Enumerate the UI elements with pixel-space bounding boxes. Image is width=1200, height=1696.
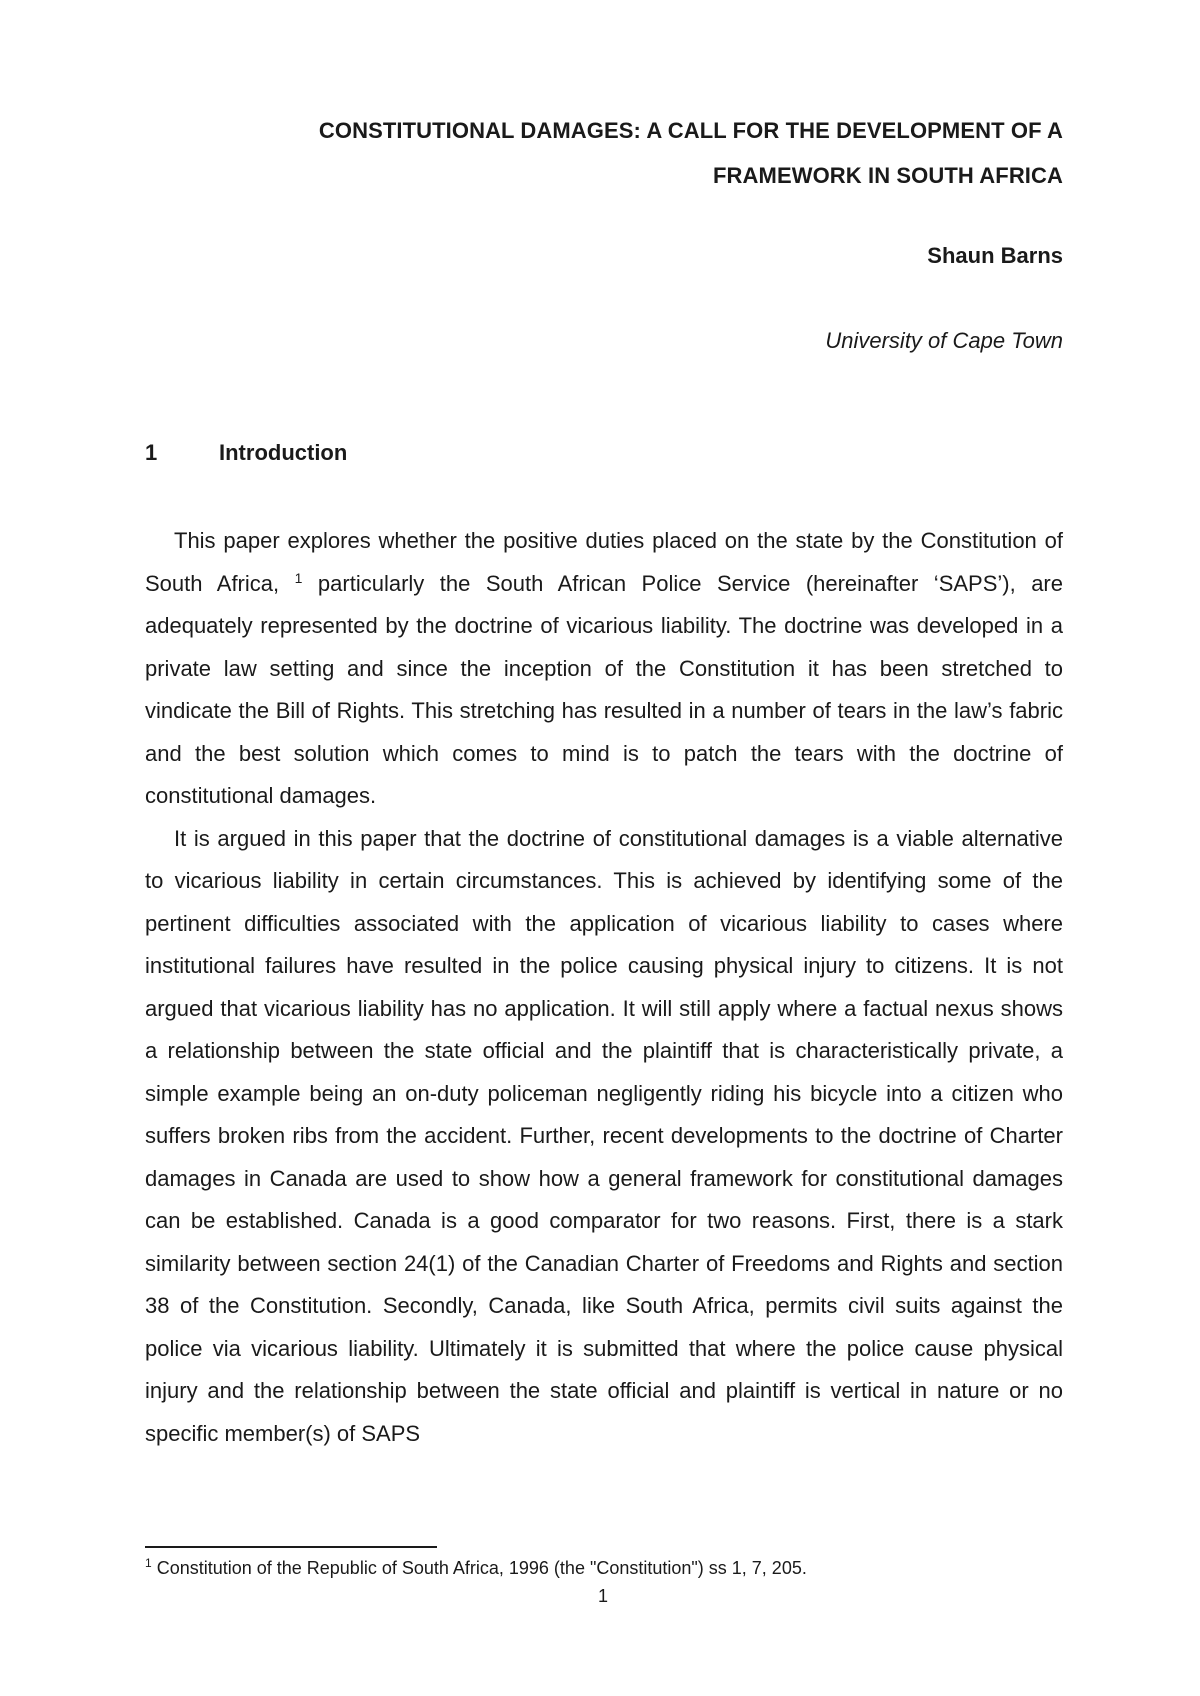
footnote <box>145 1556 807 1580</box>
paragraph-1-text-start: This paper explores whether the positive duties placed on the state by the Constitution of South Africa, <box>145 528 1063 596</box>
footnote-separator <box>145 1546 437 1548</box>
paragraph-1 <box>145 520 1063 818</box>
footnote-reference-marker[interactable]: 1 <box>294 569 303 586</box>
paper-title <box>145 108 1063 198</box>
paragraph-2: It is argued in this paper that the doctrine of constitutional damages is a viable alternative to vicarious liability in certain circumstances. This is achieved by identifying some of the pertinent difficulties associated with the application of vicarious liability to cases where institutional failures have resulted in the police causing physical injury to citizens. It is not argued that vicarious liability has no application. It will still apply where a factual nexus shows a relationship between the state official and the plaintiff that is characteristically private, a simple example being an on-duty policeman negligently riding his bicycle into a citizen who suffers broken ribs from the accident. Further, recent developments to the doctrine of Charter damages in Canada are used to show how a general framework for constitutional damages can be established. Canada is a good comparator for two reasons. First, there is a stark similarity between section 24(1) of the Canadian Charter of Freedoms and Rights and section 38 of the Constitution. Secondly, Canada, like South Africa, permits civil suits against the police via vicarious liability. Ultimately it is submitted that where the police cause physical injury and the relationship between the state official and plaintiff is vertical in nature or no specific member(s) of SAPS <box>145 825 1063 1446</box>
section-heading <box>145 440 347 466</box>
paper-title-line-1: CONSTITUTIONAL DAMAGES: A CALL FOR THE DEVELOPMENT OF A <box>318 118 1063 143</box>
body-text <box>145 520 1063 1455</box>
paragraph-1-text-end: particularly the South African Police Service (hereinafter ‘SAPS’), are adequately represented by the doctrine of vicarious liability. The doctrine was developed in a private law setting and since the inception of the Constitution it has been stretched to vindicate the Bill of Rights. This stretching has resulted in a number of tears in the law’s fabric and the best solution which comes to mind is to patch the tears with the doctrine of constitutional damages. <box>145 570 1063 808</box>
section-number: 1 <box>145 440 158 465</box>
footnote-text: Constitution of the Republic of South Africa, 1996 (the "Constitution") ss 1, 7, 205. <box>151 1558 807 1578</box>
paper-title-line-2: FRAMEWORK IN SOUTH AFRICA <box>713 163 1063 188</box>
footnote-marker: 1 <box>145 1556 152 1570</box>
page-number: 1 <box>598 1586 609 1606</box>
author-affiliation: University of Cape Town <box>825 328 1063 353</box>
section-title: Introduction <box>219 440 348 465</box>
author-name: Shaun Barns <box>927 243 1063 268</box>
